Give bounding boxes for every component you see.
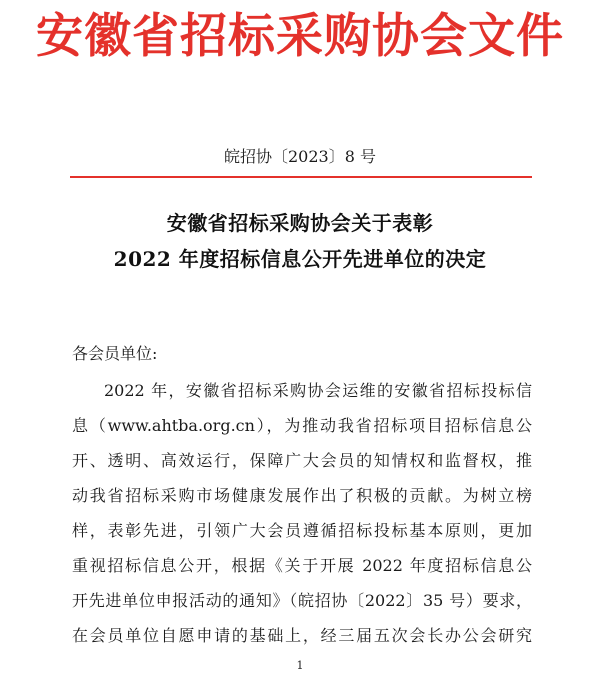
- header-divider-rule: [70, 176, 532, 178]
- body-line-6: 重视招标信息公开，根据《关于开展 2022 年度招标信息公: [72, 556, 532, 575]
- salutation: 各会员单位:: [72, 344, 158, 363]
- page-number: 1: [296, 659, 304, 672]
- document-title-line-1: 安徽省招标采购协会关于表彰: [166, 211, 434, 235]
- body-line-5: 样，表彰先进，引领广大会员遵循招标投标基本原则，更加: [72, 521, 532, 540]
- body-line-3: 开、透明、高效运行，保障广大会员的知情权和监督权，推: [72, 451, 532, 470]
- body-line-1: 2022 年，安徽省招标采购协会运维的安徽省招标投标信: [104, 381, 532, 400]
- document-title-line-2: 2022 年度招标信息公开先进单位的决定: [113, 247, 487, 271]
- body-line-2: 息（www.ahtba.org.cn），为推动我省招标项目招标信息公: [72, 416, 532, 435]
- body-line-4: 动我省招标采购市场健康发展作出了积极的贡献。为树立榜: [72, 486, 532, 505]
- issuer-header-title: 安徽省招标采购协会文件: [36, 9, 564, 64]
- body-line-7: 开先进单位申报活动的通知》（皖招协〔2022〕35 号）要求，: [72, 591, 532, 610]
- document-number: 皖招协〔2023〕8 号: [224, 147, 376, 166]
- body-line-8: 在会员单位自愿申请的基础上，经三届五次会长办公会研究: [72, 626, 532, 645]
